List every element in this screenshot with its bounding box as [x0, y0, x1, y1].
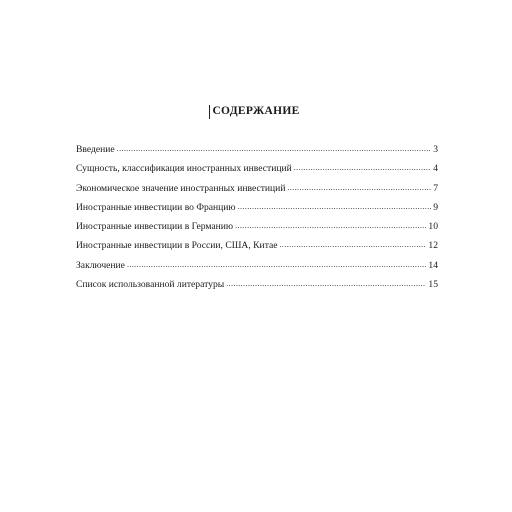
- toc-entry[interactable]: [76, 161, 438, 180]
- toc-entry-page: 4: [433, 163, 438, 175]
- toc-entry-page: 12: [428, 240, 438, 252]
- toc-entry-page: 7: [433, 182, 438, 194]
- page-title: [212, 105, 299, 117]
- toc-entry-title: Иностранные инвестиции во Францию: [76, 201, 236, 213]
- toc-dot-leader: [294, 161, 431, 171]
- toc-entry[interactable]: [76, 181, 438, 200]
- toc-entry[interactable]: [76, 142, 438, 161]
- toc-entry-page: 10: [428, 221, 438, 233]
- toc-dot-leader: [117, 142, 432, 152]
- toc-entry-page: 15: [428, 279, 438, 291]
- toc-entry-title: Список использованной литературы: [76, 279, 225, 291]
- toc-entry-page: 14: [428, 259, 438, 271]
- toc-entry-title: Экономическое значение иностранных инвестиций: [76, 182, 286, 194]
- toc-entry[interactable]: [76, 219, 438, 238]
- toc-entry-title: Введение: [76, 144, 115, 155]
- toc-entry-title: Заключение: [76, 259, 125, 271]
- toc-entry-title: Иностранные инвестиции в Германию: [76, 221, 234, 233]
- toc-entry-page: 9: [433, 201, 438, 213]
- toc-dot-leader: [235, 219, 426, 229]
- toc-entry[interactable]: [76, 200, 438, 219]
- toc-entry-page: 3: [433, 144, 438, 155]
- toc-dot-leader: [127, 258, 426, 268]
- toc-entry[interactable]: [76, 258, 438, 277]
- toc-dot-leader: [287, 181, 431, 191]
- toc-dot-leader: [226, 277, 426, 287]
- toc-dot-leader: [238, 200, 432, 210]
- text-cursor: [209, 105, 210, 119]
- toc-entry-title: Сущность, классификация иностранных инвестиций: [76, 163, 292, 175]
- title-container: [0, 101, 512, 119]
- page-title-text: СОДЕРЖАНИЕ: [212, 105, 300, 117]
- table-of-contents: [76, 142, 438, 296]
- toc-dot-leader: [280, 238, 427, 248]
- toc-entry[interactable]: [76, 238, 438, 257]
- toc-entry-title: Иностранные инвестиции в России, США, Китае: [76, 240, 278, 252]
- toc-entry[interactable]: [76, 277, 438, 296]
